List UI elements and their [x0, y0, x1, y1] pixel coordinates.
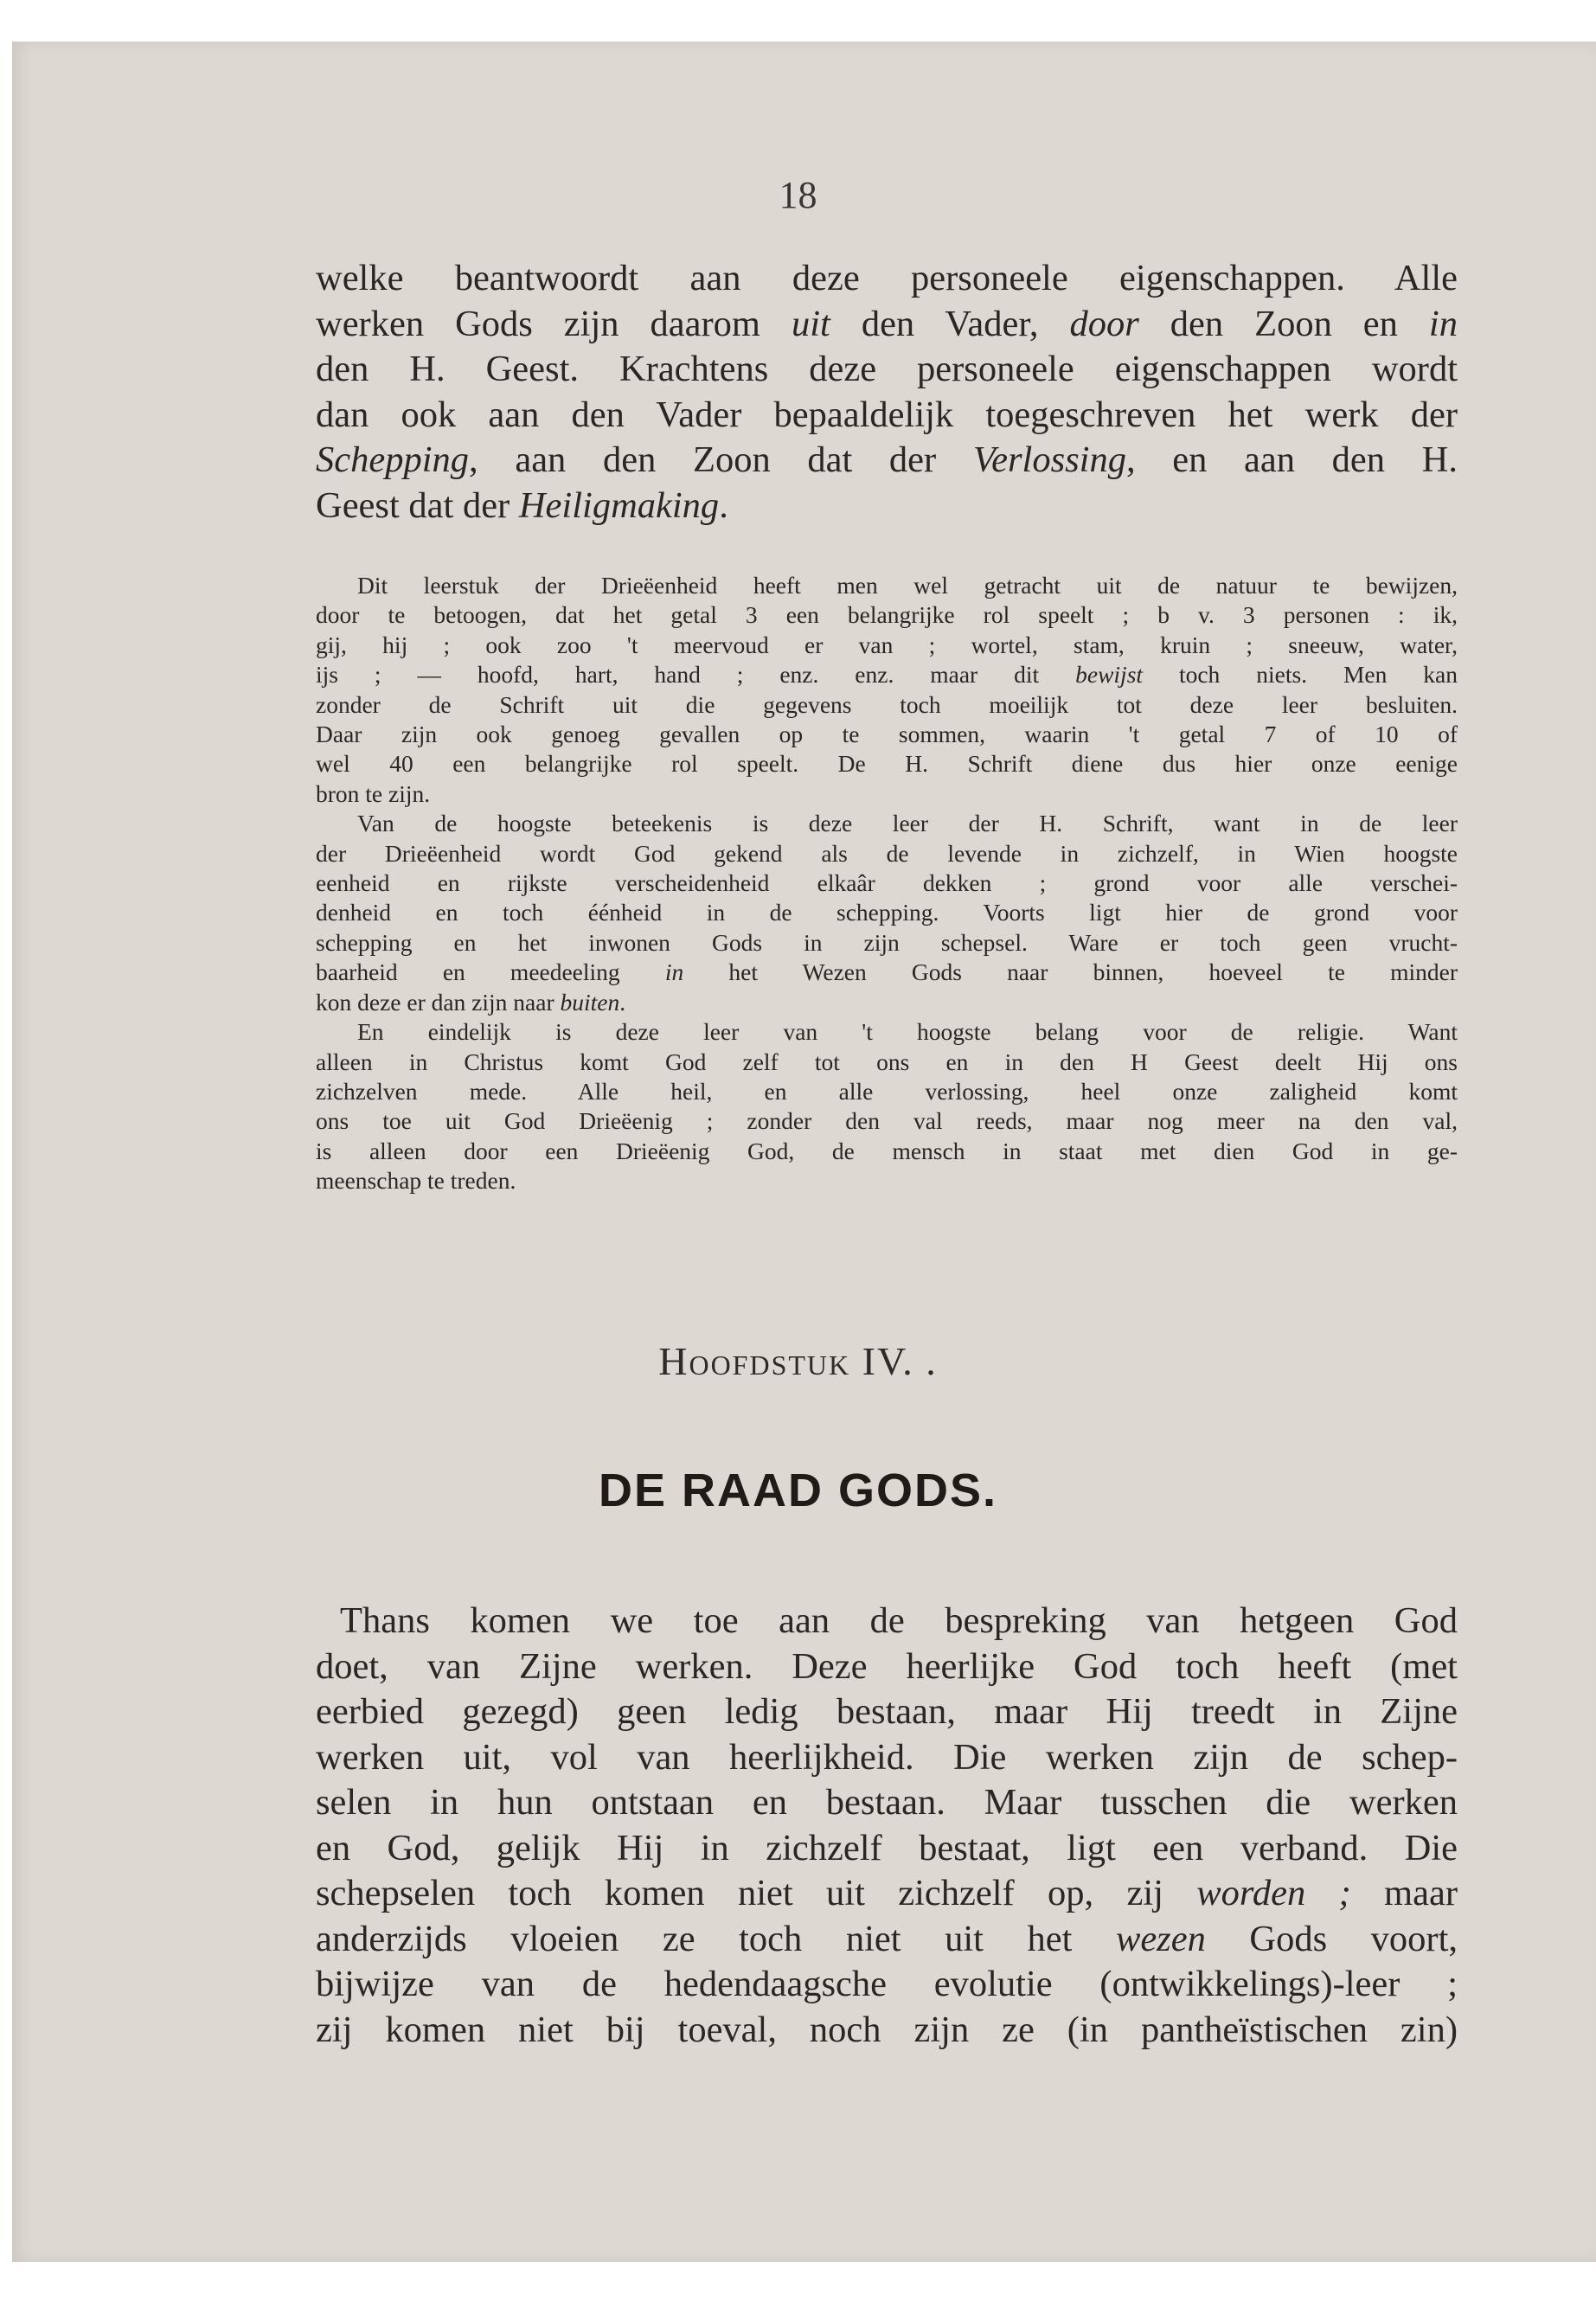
text-line: schepselen toch komen niet uit zichzelf op, zij worden ; maar: [316, 1873, 1458, 1913]
text-line: dan ook aan den Vader bepaaldelijk toegeschreven het werk der: [316, 394, 1458, 435]
note-line: wel 40 een belangrijke rol speelt. De H. Schrift diene dus hier onze eenige: [316, 750, 1458, 778]
intro-paragraph: [316, 256, 1458, 529]
text-line: en God, gelijk Hij in zichzelf bestaat, ligt een verband. Die: [316, 1827, 1458, 1868]
note-line: schepping en het inwonen Gods in zijn schepsel. Ware er toch geen vrucht-: [316, 928, 1458, 956]
chapter-label: Hoofdstuk IV. .: [658, 1339, 938, 1383]
note-line: eenheid en rijkste verscheidenheid elkaâr dekken ; grond voor alle verschei-: [316, 869, 1458, 897]
text-line: den H. Geest. Krachtens deze personeele eigenschappen wordt: [316, 349, 1458, 389]
note-line: En eindelijk is deze leer van 't hoogste belang voor de religie. Want: [357, 1018, 1458, 1046]
note-line: der Drieëenheid wordt God gekend als de levende in zichzelf, in Wien hoogste: [316, 839, 1458, 867]
text-line: eerbied gezegd) geen ledig bestaan, maar Hij treedt in Zijne: [316, 1691, 1458, 1732]
text-line: selen in hun ontstaan en bestaan. Maar tusschen die werken: [316, 1782, 1458, 1823]
note-line: denheid en toch éénheid in de schepping. Voorts ligt hier de grond voor: [316, 899, 1458, 926]
note-line: Daar zijn ook genoeg gevallen op te sommen, waarin 't getal 7 of 10 of: [316, 721, 1458, 748]
note-line: ijs ; — hoofd, hart, hand ; enz. enz. maar dit bewijst toch niets. Men kan: [316, 661, 1458, 689]
note-section: [316, 571, 1458, 1196]
text-line: Schepping, aan den Zoon dat der Verlossing, en aan den H.: [316, 439, 1458, 480]
text-line: zij komen niet bij toeval, noch zijn ze (in pantheïstischen zin): [316, 2009, 1458, 2050]
chapter-title: DE RAAD GODS.: [598, 1465, 998, 1516]
text-line: doet, van Zijne werken. Deze heerlijke God toch heeft (met: [316, 1645, 1458, 1687]
note-line: kon deze er dan zijn naar buiten.: [316, 988, 626, 1016]
note-line: baarheid en meedeeling in het Wezen Gods naar binnen, hoeveel te minder: [316, 958, 1458, 986]
text-line: Thans komen we toe aan de bespreking van hetgeen God: [340, 1600, 1458, 1641]
note-line: Dit leerstuk der Drieëenheid heeft men wel getracht uit de natuur te bewijzen,: [357, 572, 1458, 599]
body-paragraph: [316, 1599, 1458, 2053]
text-line: werken Gods zijn daarom uit den Vader, door den Zoon en in: [316, 303, 1458, 344]
note-line: is alleen door een Drieëenig God, de mensch in staat met dien God in ge-: [316, 1137, 1458, 1164]
text-line: werken uit, vol van heerlijkheid. Die werken zijn de schep-: [316, 1736, 1458, 1778]
note-line: ons toe uit God Drieëenig ; zonder den val reeds, maar nog meer na den val,: [316, 1107, 1458, 1135]
note-line: door te betoogen, dat het getal 3 een belangrijke rol speelt ; b v. 3 personen : ik,: [316, 601, 1458, 629]
text-line: bijwijze van de hedendaagsche evolutie (ontwikkelings)-leer ;: [316, 1964, 1458, 2004]
note-line: zonder de Schrift uit die gegevens toch moeilijk tot deze leer besluiten.: [316, 690, 1458, 718]
text-line: welke beantwoordt aan deze personeele eigenschappen. Alle: [316, 258, 1458, 298]
note-line: meenschap te treden.: [316, 1167, 516, 1195]
note-line: Van de hoogste beteekenis is deze leer der H. Schrift, want in de leer: [357, 810, 1458, 837]
text-line: anderzijds vloeien ze toch niet uit het wezen Gods voort,: [316, 1918, 1458, 1959]
note-line: zichzelven mede. Alle heil, en alle verlossing, heel onze zaligheid komt: [316, 1077, 1458, 1105]
note-line: alleen in Christus komt God zelf tot ons en in den H Geest deelt Hij ons: [316, 1048, 1458, 1075]
note-line: gij, hij ; ook zoo 't meervoud er van ; wortel, stam, kruin ; sneeuw, water,: [316, 631, 1458, 658]
page-number: 18: [779, 174, 817, 216]
text-line: Geest dat der Heiligmaking.: [316, 484, 728, 526]
note-line: bron te zijn.: [316, 779, 431, 807]
